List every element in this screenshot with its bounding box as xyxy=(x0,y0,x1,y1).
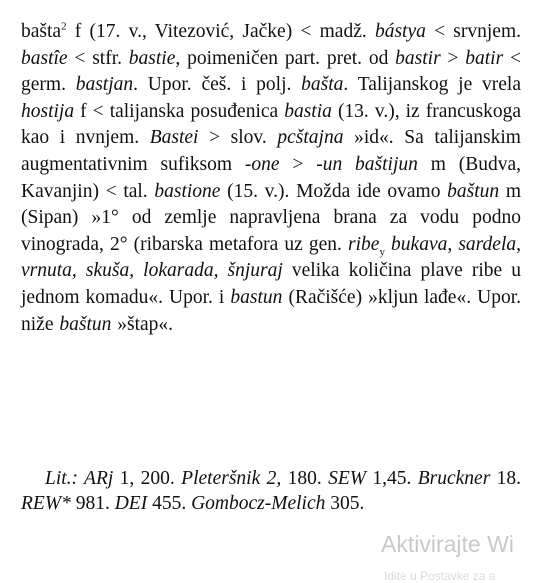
windows-activation-watermark: Aktivirajte Wi xyxy=(381,531,514,557)
italic-run: bastîe xyxy=(21,47,68,69)
windows-activation-subtitle xyxy=(384,569,495,583)
italic-run: -one xyxy=(244,153,280,175)
text-run: m (Budva, Kavanjin) < tal. xyxy=(21,153,521,202)
text-run: (13. v.), iz francuskoga kao i nvnjem. xyxy=(21,100,522,149)
text-run: 455. xyxy=(147,493,192,514)
text-run: 1,45. xyxy=(366,468,418,489)
italic-run: bastun xyxy=(230,286,283,308)
text-run: (15. v.). Možda ide ovamo xyxy=(220,180,448,202)
entry-headword: bašta xyxy=(21,21,62,42)
homograph-number: 2 xyxy=(61,20,67,33)
text-run: . Talijanskog je vrela xyxy=(343,74,521,96)
text-run: »štap«. xyxy=(111,313,174,335)
dictionary-entry xyxy=(21,19,521,338)
italic-run: Bruckner xyxy=(417,468,491,489)
text-run: 180. xyxy=(281,468,329,489)
text-run: »id«. Sa talijanskim augmentativnim sufiksom xyxy=(21,127,521,175)
italic-run: DEI xyxy=(114,493,148,514)
italic-run: Lit.: ARj xyxy=(45,468,114,489)
italic-run: bukava, sardela, vrnuta, skuša, lokarada, šnjuraj xyxy=(21,233,521,282)
italic-run: pcštajna xyxy=(277,127,344,149)
italic-run: SEW xyxy=(328,468,366,489)
text-run: (Račišće) »kljun lađe«. Upor. niže xyxy=(21,286,521,335)
text-run: < stfr. xyxy=(67,47,129,69)
literature-body xyxy=(21,468,521,514)
watermark-subtitle-text: Idite u Postavke za a xyxy=(384,569,496,583)
italic-run: bastir xyxy=(395,47,441,69)
italic-run: baštun xyxy=(59,313,112,335)
subscript-run: y xyxy=(379,245,385,258)
text-run: < srvnjem. xyxy=(425,21,521,42)
italic-run: hostija xyxy=(21,100,75,122)
literature-references xyxy=(21,466,521,516)
text-run: 18. xyxy=(490,468,522,489)
text-run: 981. xyxy=(70,493,115,514)
text-run: f (17. v., Vitezović, Jačke) < madž. xyxy=(66,21,375,42)
italic-run: Gombocz-Melich xyxy=(191,493,326,514)
italic-run: -un baštijun xyxy=(316,153,418,175)
entry-body xyxy=(21,21,521,335)
text-run: 1, 200. xyxy=(113,468,182,489)
text-run: m (Sipan) »1° od zemlje napravljena brana za vodu podno vinograda, 2° (ribarska metafora uz gen. xyxy=(21,180,521,255)
italic-run: Bastei xyxy=(149,127,199,149)
text-run: . Upor. češ. i polj. xyxy=(133,74,302,96)
italic-run: bašta xyxy=(301,74,344,96)
italic-run: batir xyxy=(465,47,504,69)
italic-run: ribe xyxy=(348,233,380,255)
text-run: poimeničen part. pret. od xyxy=(180,47,396,69)
italic-run: bástya xyxy=(374,21,426,42)
text-run: 305. xyxy=(325,493,365,514)
italic-run: bastjan xyxy=(75,74,134,96)
italic-run: bastione xyxy=(154,180,221,202)
text-run: > slov. xyxy=(198,127,278,149)
italic-run: Pleteršnik 2, xyxy=(181,468,282,489)
text-run: > xyxy=(440,47,466,69)
text-run: < germ. xyxy=(21,47,522,96)
italic-run: bastia xyxy=(284,100,332,122)
italic-run: baštun xyxy=(447,180,500,202)
italic-run: bastie, xyxy=(128,47,181,69)
text-run: velika količina plave ribe u jednom komadu«. Upor. i xyxy=(21,260,521,308)
italic-run: REW* xyxy=(21,493,71,514)
text-run: f < talijanska posuđenica xyxy=(74,100,285,122)
text-run: > xyxy=(279,153,317,175)
